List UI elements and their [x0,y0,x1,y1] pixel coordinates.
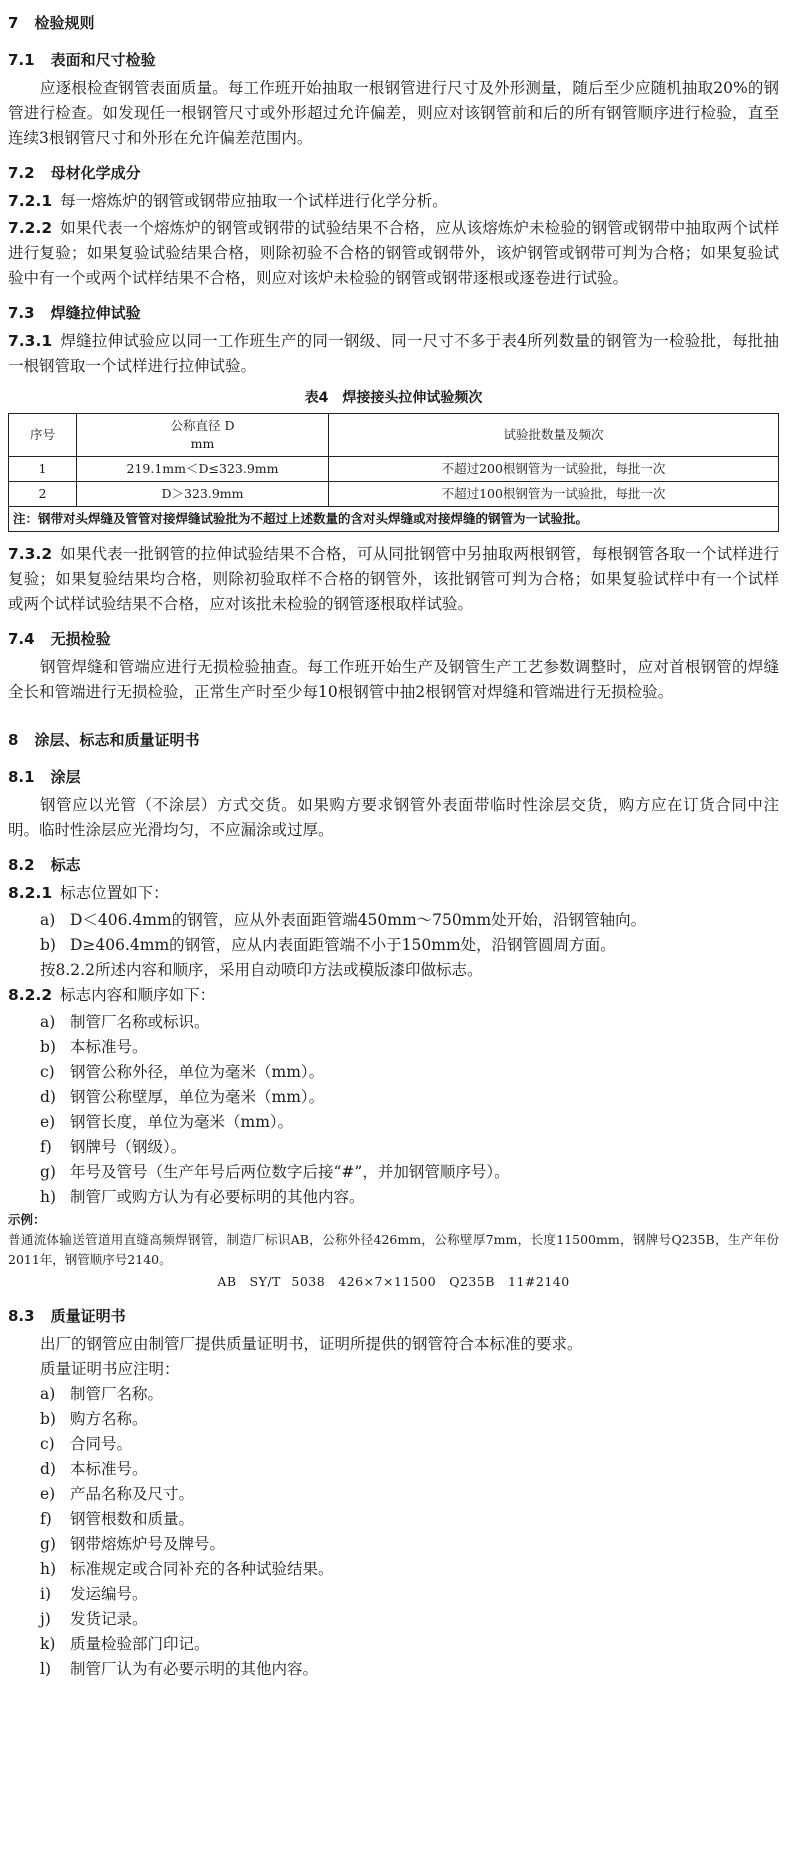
item-label: a) [40,911,56,929]
clause-7-2-1 [8,189,779,214]
item-label: g) [40,1535,56,1553]
item-label: h) [40,1560,57,1578]
section-7-1-text: 应逐根检查钢管表面质量。每工作班开始抽取一根钢管进行尺寸及外形测量，随后至少应随机抽取20%的钢管进行检查。如发现任一根钢管尺寸或外形超过允许偏差，则应对该钢管前和后的所有钢管顺序进行检验，直至连续3根钢管尺寸和外形在允许偏差范围内。 [8,79,779,147]
section-title: 涂层、标志和质量证明书 [34,731,200,749]
item-label: a) [40,1385,56,1403]
list-item [8,1632,779,1657]
item-label: f) [40,1510,52,1528]
item-text: 制管厂认为有必要示明的其他内容。 [70,1660,319,1678]
item-label: a) [40,1013,56,1031]
item-label: f) [40,1138,52,1156]
section-title: 涂层 [50,768,81,786]
list-item [8,1110,779,1135]
list-item [8,1160,779,1185]
item-text: 发货记录。 [70,1610,148,1628]
item-label: h) [40,1188,57,1206]
list-item [8,1607,779,1632]
clause-7-3-1 [8,329,779,379]
list-item [8,1457,779,1482]
item-text: 钢管公称外径，单位为毫米（mm）。 [70,1063,325,1081]
section-8-heading [8,725,779,755]
clause-text: 每一熔炼炉的钢管或钢带应抽取一个试样进行化学分析。 [60,192,448,210]
item-label: b) [40,936,56,954]
list-item [8,1060,779,1085]
header-number: 序号 [9,414,77,457]
item-text: 本标准号。 [70,1038,148,1056]
item-label: b) [40,1410,56,1428]
item-text: 质量检验部门印记。 [70,1635,210,1653]
table-row [9,482,779,507]
section-number: 8.3 [8,1307,35,1325]
section-title: 质量证明书 [50,1307,126,1325]
row-number: 1 [9,457,77,482]
section-7-heading [8,8,779,38]
item-text: D≥406.4mm的钢管，应从内表面距管端不小于150mm处，沿钢管圆周方面。 [70,936,616,954]
section-7-1-heading [8,44,779,76]
item-label: i) [40,1585,52,1603]
item-text: 制管厂名称。 [70,1385,164,1403]
header-diameter-unit: mm [190,436,215,451]
item-text: 制管厂或购方认为有必要标明的其他内容。 [70,1188,365,1206]
clause-text: 如果代表一批钢管的拉伸试验结果不合格，可从同批钢管中另抽取两根钢管，每根钢管各取一个试样进行复验；如果复验结果均合格，则除初验取样不合格的钢管外，该批钢管可判为合格；如果复验试样中有一个试样或两个试样试验结果不合格，应对该批未检验的钢管逐根取样试验。 [8,545,779,613]
section-title: 检验规则 [34,14,95,32]
example-title: 示例： [8,1212,46,1227]
item-label: j) [40,1610,51,1628]
item-label: c) [40,1063,55,1081]
clause-7-2-2 [8,216,779,291]
clause-text: 焊缝拉伸试验应以同一工作班生产的同一钢级、同一尺寸不多于表4所列数量的钢管为一检验批，每批抽一根钢管取一个试样进行拉伸试验。 [8,332,779,375]
item-text: 钢管根数和质量。 [70,1510,195,1528]
item-label: c) [40,1435,55,1453]
clause-number: 7.3.1 [8,332,53,350]
list-item [8,1557,779,1582]
section-8-3-heading [8,1300,779,1332]
section-number: 8.2 [8,856,35,874]
table-header-row [9,414,779,457]
item-label: d) [40,1088,56,1106]
item-text: 购方名称。 [70,1410,148,1428]
section-7-2-heading [8,157,779,189]
item-label: d) [40,1460,56,1478]
section-8-2-heading [8,849,779,881]
item-text: 年号及管号（生产年号后两位数字后接“#”，并加钢管顺序号）。 [70,1163,510,1181]
item-text: 钢带熔炼炉号及牌号。 [70,1535,226,1553]
section-title: 表面和尺寸检验 [50,51,156,69]
clause-number: 8.2.1 [8,884,53,902]
section-7-4-text: 钢管焊缝和管端应进行无损检验抽查。每工作班开始生产及钢管生产工艺参数调整时，应对首根钢管的焊缝全长和管端进行无损检验，正常生产时至少每10根钢管中抽2根钢管对焊缝和管端进行无损检验。 [8,658,779,701]
section-title: 母材化学成分 [50,164,141,182]
clause-8-2-1 [8,881,779,906]
list-item [8,1085,779,1110]
section-number: 7.4 [8,630,35,648]
section-8-1-heading [8,761,779,793]
item-text: 制管厂名称或标识。 [70,1013,210,1031]
clause-number: 7.2.1 [8,192,53,210]
item-text: 合同号。 [70,1435,133,1453]
section-number: 7.3 [8,304,35,322]
table-4 [8,413,779,532]
section-7-4-heading [8,623,779,655]
list-item [8,908,779,933]
list-item [8,1657,779,1682]
item-text: 标准规定或合同补充的各种试验结果。 [70,1560,334,1578]
section-number: 7 [8,14,19,32]
section-7-3-heading [8,297,779,329]
item-text: 钢管长度，单位为毫米（mm）。 [70,1113,294,1131]
list-item [8,933,779,958]
section-title: 焊缝拉伸试验 [50,304,141,322]
section-8-3-line-2: 质量证明书应注明： [40,1360,180,1378]
row-frequency: 不超过200根钢管为一试验批，每批一次 [329,457,779,482]
list-item [8,1010,779,1035]
clause-8-2-2 [8,983,779,1008]
clause-text: 标志位置如下： [60,884,169,902]
header-frequency: 试验批数量及频次 [329,414,779,457]
section-8-1-text: 钢管应以光管（不涂层）方式交货。如果购方要求钢管外表面带临时性涂层交货，购方应在订货合同中注明。临时性涂层应光滑均匀，不应漏涂或过厚。 [8,796,779,839]
item-text: 本标准号。 [70,1460,148,1478]
section-number: 7.2 [8,164,35,182]
table-4-caption: 表4 焊接接头拉伸试验频次 [304,390,483,406]
clause-7-3-2 [8,542,779,617]
section-number: 8.1 [8,768,35,786]
clause-number: 8.2.2 [8,986,53,1004]
clause-text: 标志内容和顺序如下： [60,986,216,1004]
header-diameter-label: 公称直径 D [170,418,235,433]
clause-text: 如果代表一个熔炼炉的钢管或钢带的试验结果不合格，应从该熔炼炉未检验的钢管或钢带中抽取两个试样进行复验；如果复验试验结果合格，则除初验不合格的钢管或钢带外，该炉钢管或钢带可判为合格；如果复验试验中有一个或两个试样结果不合格，则应对该炉未检验的钢管或钢带逐根或逐卷进行试验。 [8,219,779,287]
spacer [8,707,779,725]
clause-8-2-1-after: 按8.2.2所述内容和顺序，采用自动喷印方法或模版漆印做标志。 [40,961,483,979]
clause-number: 7.2.2 [8,219,53,237]
list-item [8,1407,779,1432]
item-text: 钢牌号（钢级）。 [70,1138,187,1156]
item-label: e) [40,1113,56,1131]
section-title: 标志 [50,856,81,874]
section-8-3-line-1: 出厂的钢管应由制管厂提供质量证明书，证明所提供的钢管符合本标准的要求。 [40,1335,583,1353]
item-label: l) [40,1660,52,1678]
section-number: 8 [8,731,19,749]
list-item [8,1185,779,1210]
row-frequency: 不超过100根钢管为一试验批，每批一次 [329,482,779,507]
clause-number: 7.3.2 [8,545,53,563]
section-number: 7.1 [8,51,35,69]
example-marking: AB SY/T 5038 426×7×11500 Q235B 11#2140 [217,1274,570,1289]
table-note: 注：钢带对头焊缝及管管对接焊缝试验批为不超过上述数量的含对头焊缝或对接焊缝的钢管为一试验批。 [9,507,779,532]
item-label: g) [40,1163,56,1181]
section-title: 无损检验 [50,630,111,648]
item-label: k) [40,1635,56,1653]
item-label: e) [40,1485,56,1503]
item-text: 发运编号。 [70,1585,148,1603]
list-item [8,1532,779,1557]
row-diameter: D＞323.9mm [77,482,329,507]
list-item [8,1582,779,1607]
item-text: 产品名称及尺寸。 [70,1485,195,1503]
list-item [8,1432,779,1457]
example-text: 普通流体输送管道用直缝高频焊钢管，制造厂标识AB，公称外径426mm，公称壁厚7mm，长度11500mm，钢牌号Q235B，生产年份2011年，钢管顺序号2140。 [8,1232,779,1267]
table-row [9,457,779,482]
item-label: b) [40,1038,56,1056]
row-diameter: 219.1mm＜D≤323.9mm [77,457,329,482]
list-item [8,1507,779,1532]
item-text: 钢管公称壁厚，单位为毫米（mm）。 [70,1088,325,1106]
table-note-row [9,507,779,532]
list-item [8,1035,779,1060]
list-item [8,1135,779,1160]
item-text: D＜406.4mm的钢管，应从外表面距管端450mm～750mm处开始，沿钢管轴向。 [70,911,647,929]
list-item [8,1482,779,1507]
header-diameter [77,414,329,457]
row-number: 2 [9,482,77,507]
list-item [8,1382,779,1407]
